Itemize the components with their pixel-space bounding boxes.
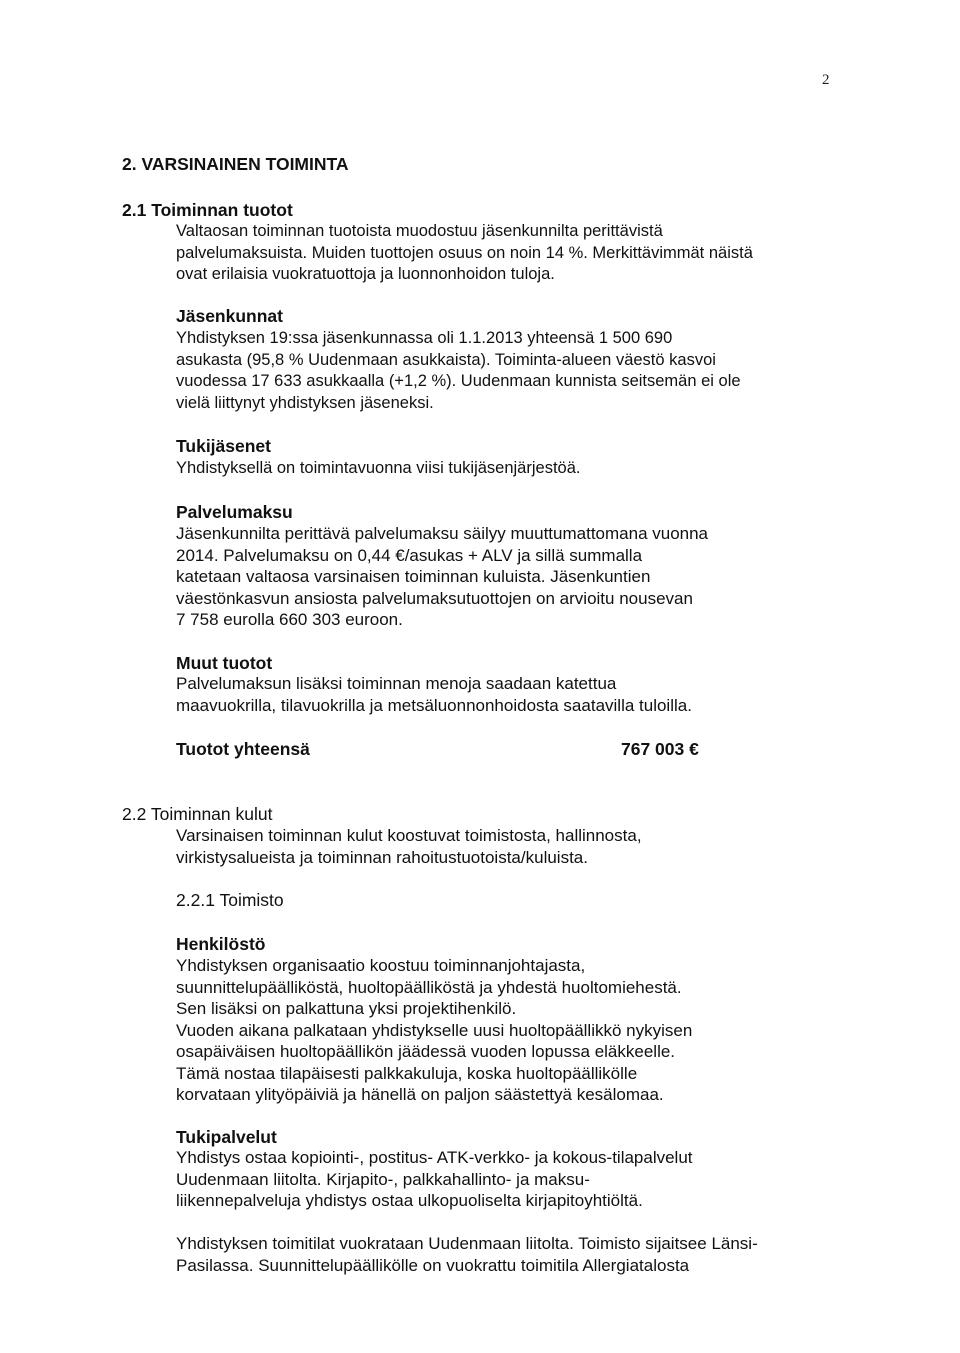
palvelumaksu-text: Jäsenkunnilta perittävä palvelumaksu säilyy muuttumattomana vuonna 2014. Palvelumaksu on 0,44 €/asukas + ALV ja sillä summalla katetaan valtaosa varsinaisen toiminnan kuluista. Jäsenkuntien väestönkasvun ansiosta palvelumaksutuottojen on arvioitu nousevan 7 758 eurolla 660 303 euroon. bbox=[176, 524, 709, 629]
muut-tuotot-text: Palvelumaksun lisäksi toiminnan menoja saadaan katettua maavuokrilla, tilavuokrilla ja metsäluonnonhoidosta saatavilla tuloilla. bbox=[176, 674, 692, 715]
tuotot-yhteensa-label: Tuotot yhteensä bbox=[176, 739, 310, 759]
section-2-2-heading: 2.2 Toiminnan kulut bbox=[122, 804, 273, 824]
section-2-2-1-heading: 2.2.1 Toimisto bbox=[176, 890, 284, 910]
toimitilat-text: Yhdistyksen toimitilat vuokrataan Uudenmaan liitolta. Toimisto sijaitsee Länsi- Pasilassa. Suunnittelupäällikölle on vuokrattu toimitila Allergiatalosta bbox=[176, 1234, 758, 1275]
tukipalvelut-heading: Tukipalvelut bbox=[176, 1127, 277, 1147]
section-2-1-heading: 2.1 Toiminnan tuotot bbox=[122, 200, 293, 220]
jasenkunnat-heading: Jäsenkunnat bbox=[176, 306, 283, 326]
tukijasenet-heading: Tukijäsenet bbox=[176, 436, 271, 456]
page-number: 2 bbox=[822, 72, 830, 88]
jasenkunnat-text: Yhdistyksen 19:ssa jäsenkunnassa oli 1.1.2013 yhteensä 1 500 690 asukasta (95,8 % Uudenmaan asukkaista). Toiminta-alueen väestö kasvoi vuodessa 17 633 asukkaalla (+1,2 %). Uudenmaan kunnista seitsemän ei ole vielä liittynyt yhdistyksen jäseneksi. bbox=[176, 329, 741, 412]
muut-tuotot-heading: Muut tuotot bbox=[176, 653, 273, 673]
henkilosto-text: Yhdistyksen organisaatio koostuu toiminnanjohtajasta, suunnittelupäälliköstä, huoltopäälliköstä ja yhdestä huoltomiehestä. Sen lisäksi on palkattuna yksi projektihenkilö. Vuoden aikana palkataan yhdistykselle uusi huoltopäällikkö nykyisen osapäiväisen huoltopäällikön jäädessä vuoden lopussa eläkkeelle. Tämä nostaa tilapäisesti palkkakuluja, koska huoltopäällikölle korvataan ylityöpäiviä ja hänellä on paljon säästettyä kesälomaa. bbox=[176, 956, 693, 1104]
section-2-2-intro: Varsinaisen toiminnan kulut koostuvat toimistosta, hallinnosta, virkistysalueista ja toiminnan rahoitustuotoista/kuluista. bbox=[176, 826, 642, 867]
palvelumaksu-heading: Palvelumaksu bbox=[176, 502, 293, 522]
tuotot-yhteensa-value: 767 003 € bbox=[621, 739, 699, 759]
tukipalvelut-text: Yhdistys ostaa kopiointi-, postitus- ATK-verkko- ja kokous-tilapalvelut Uudenmaan liitolta. Kirjapito-, palkkahallinto- ja maksu- liikennepalveluja yhdistys ostaa ulkopuoliselta kirjapitoyhtiöltä. bbox=[176, 1148, 693, 1210]
tukijasenet-text: Yhdistyksellä on toimintavuonna viisi tukijäsenjärjestöä. bbox=[176, 459, 581, 477]
section-2-1-intro: Valtaosan toiminnan tuotoista muodostuu jäsenkunnilta perittävistä palvelumaksuista. Muiden tuottojen osuus on noin 14 %. Merkittävimmät näistä ovat erilaisia vuokratuottoja ja luonnonhoidon tuloja. bbox=[176, 222, 753, 283]
henkilosto-heading: Henkilöstö bbox=[176, 934, 266, 954]
section-2-heading: 2. VARSINAINEN TOIMINTA bbox=[122, 154, 349, 174]
